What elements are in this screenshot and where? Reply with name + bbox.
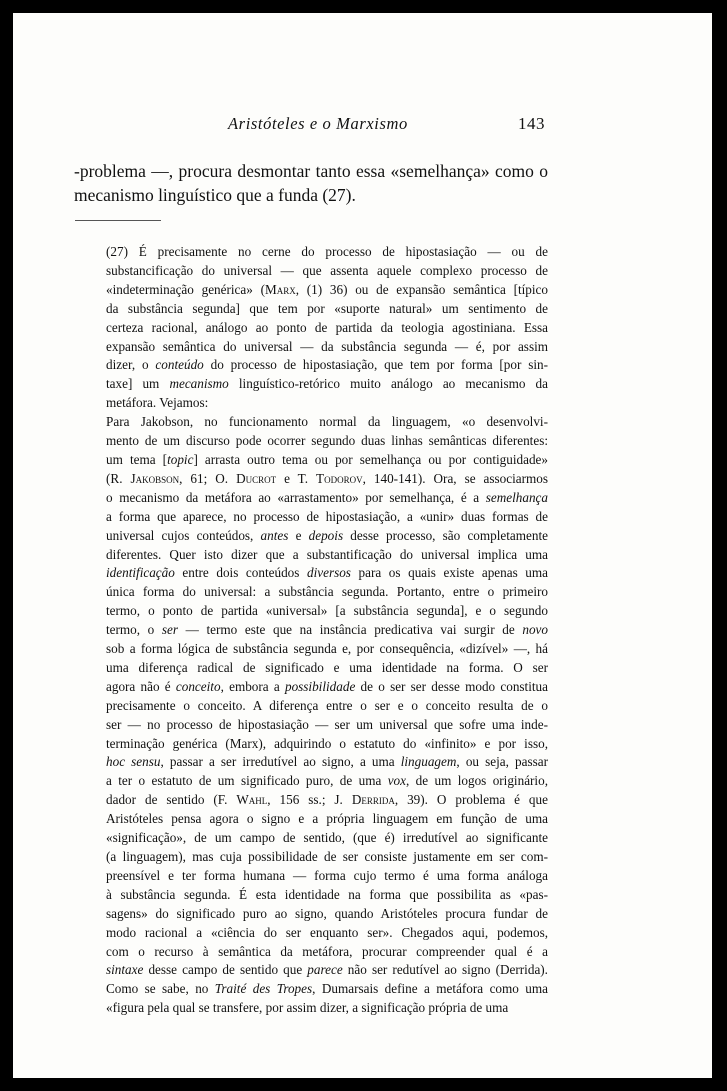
- italic-term: identificação: [106, 565, 175, 581]
- footnote-line: ser — no processo de hipostasiação — ser um universal que sofre uma inde-: [106, 716, 548, 732]
- author-name: Wahl: [236, 792, 268, 808]
- footnote-line: dador de sentido (F. Wahl, 156 ss.; J. Derrida, 39). O problema é que: [106, 792, 548, 808]
- italic-term: vox: [387, 773, 406, 789]
- footnote-line: da substância segunda] que tem por «suporte natural» um sentimento de: [106, 300, 548, 316]
- footnote-line: a ter o estatuto de um significado puro, de uma vox, de um logos originário,: [106, 773, 548, 789]
- italic-term: Traité des Tropes: [214, 981, 313, 997]
- footnote-line: expansão semântica do universal — da substância segunda — é, por assim: [106, 338, 548, 354]
- footnote-line: «figura pela qual se transfere, por assim dizer, a significação própria de uma: [106, 1000, 509, 1016]
- footnote-line: terminação genérica (Marx), adquirindo o estatuto do «infinito» e por isso,: [106, 735, 548, 751]
- footnote-line: uma diferença radical de significado e uma identidade na forma. O ser: [106, 659, 548, 675]
- footnote-line: (R. Jakobson, 61; O. Ducrot e T. Todorov, 140-141). Ora, se associarmos: [106, 470, 549, 486]
- italic-term: hoc sensu: [106, 754, 161, 770]
- footnote-line: (27) É precisamente no cerne do processo de hipostasiação — ou de: [106, 244, 548, 259]
- footnote-line: à substância segunda. É esta identidade na forma que possibilita as «pas-: [106, 886, 548, 902]
- footnote-line: Aristóteles pensa agora o signo e a própria linguagem em função de uma: [106, 811, 548, 827]
- author-name: Ducrot: [236, 470, 277, 486]
- footnote-line: precisamente o conceito. A diferença entre o ser e o conceito resulta de o: [106, 697, 548, 713]
- footnote-line: preensível e ter forma humana — forma cujo termo é uma forma análoga: [106, 867, 548, 883]
- italic-term: antes: [260, 527, 289, 543]
- main-text: [74, 159, 548, 207]
- footnote-line: com o recurso à semântica da metáfora, procurar compreender qual é a: [106, 943, 548, 959]
- footnote-line: um tema [topic] arrasta outro tema ou por semelhança ou por contiguidade»: [106, 451, 548, 467]
- footnote-line: sob a forma lógica de substância segunda e, por consequência, «dizível» —, há: [106, 641, 548, 657]
- footnote-line: taxe] um mecanismo linguístico-retórico muito análogo ao mecanismo da: [106, 376, 548, 392]
- footnote-line: termo, o ser — termo este que na instância predicativa vai surgir de novo: [106, 622, 548, 638]
- italic-term: conceito: [175, 678, 221, 694]
- author-name: Marx: [265, 281, 296, 297]
- italic-term: novo: [522, 622, 548, 638]
- footnote-line: (a linguagem), mas cuja possibilidade de ser consiste justamente em ser com-: [106, 849, 548, 864]
- footnote-line: sintaxe desse campo de sentido que parece não ser redutível ao signo (Derrida).: [106, 962, 548, 978]
- italic-term: parece: [307, 962, 343, 978]
- italic-term: possibilidade: [284, 678, 356, 694]
- footnote-line: «indeterminação genérica» (Marx, (1) 36) ou de expansão semântica [típico: [106, 281, 548, 297]
- footnote-line: metáfora. Vejamos:: [106, 395, 209, 411]
- footnote-paragraph-1: [74, 243, 548, 413]
- author-name: Derrida: [351, 792, 395, 808]
- footnote-line: certeza racional, análogo ao ponto de partida da teologia agostiniana. Essa: [106, 319, 548, 335]
- italic-term: ser: [161, 622, 179, 638]
- footnote-line: termo, o ponto de partida «universal» [a substância segunda], e o segundo: [106, 603, 548, 619]
- footnote-line: mento de um discurso pode ocorrer segundo duas linhas semânticas diferentes:: [106, 433, 548, 449]
- footnote-line: modo racional a «ciência do ser enquanto ser». Chegados aqui, podemos,: [106, 924, 548, 940]
- running-title: Aristóteles e o Marxismo: [228, 114, 408, 133]
- footnote-line: substancificação do universal — que assenta aquele complexo processo de: [106, 262, 548, 278]
- footnote-line: hoc sensu, passar a ser irredutível ao signo, a uma linguagem, ou seja, passar: [106, 754, 548, 770]
- footnote-line: agora não é conceito, embora a possibilidade de o ser ser desse modo constitua: [106, 678, 548, 694]
- italic-term: depois: [308, 527, 344, 543]
- footnote-line: sagens» do significado puro ao signo, quando Aristóteles procura fundar de: [106, 905, 548, 921]
- italic-term: sintaxe: [106, 962, 144, 978]
- footnote-line: dizer, o conteúdo do processo de hipostasiação, que tem por forma [por sin-: [106, 357, 548, 373]
- footnote-line: o mecanismo da metáfora ao «arrastamento» por semelhança, é a semelhança: [106, 489, 548, 505]
- author-name: Todorov: [316, 470, 363, 486]
- footnote-line: única forma do universal: a substância segunda. Portanto, entre o primeiro: [106, 584, 548, 600]
- footnote-line: universal cujos conteúdos, antes e depois desse processo, são completamente: [106, 527, 549, 543]
- footnote-line: identificação entre dois conteúdos diversos para os quais existe apenas uma: [106, 565, 549, 581]
- footnote-separator: [75, 220, 161, 221]
- page-header: [13, 114, 712, 138]
- footnote-line: Para Jakobson, no funcionamento normal da linguagem, «o desenvolvi-: [106, 414, 548, 430]
- page-number: 143: [518, 114, 545, 133]
- main-paragraph: -problema —, procura desmontar tanto essa «semelhança» como o mecanismo linguístico que a funda (27).: [74, 161, 548, 205]
- italic-term: diversos: [306, 565, 351, 581]
- italic-term: semelhança: [485, 489, 548, 505]
- author-name: Jakobson: [130, 470, 180, 486]
- footnote-line: a forma que aparece, no processo de hipostasiação, a «unir» duas formas de: [106, 508, 548, 524]
- footnote-line: Como se sabe, no Traité des Tropes, Dumarsais define a metáfora como uma: [106, 981, 548, 997]
- footnote-paragraph-2: [74, 413, 548, 1018]
- footnote-27: [74, 243, 548, 1018]
- italic-term: conteúdo: [155, 357, 204, 373]
- italic-term: topic: [167, 451, 194, 467]
- book-page: [13, 13, 712, 1078]
- footnote-line: «significação», de um campo de sentido, (que é) irredutível ao significante: [106, 830, 548, 846]
- footnote-line: diferentes. Quer isto dizer que a substantificação do universal implica uma: [106, 546, 548, 562]
- italic-term: linguagem: [400, 754, 457, 770]
- italic-term: mecanismo: [169, 376, 229, 392]
